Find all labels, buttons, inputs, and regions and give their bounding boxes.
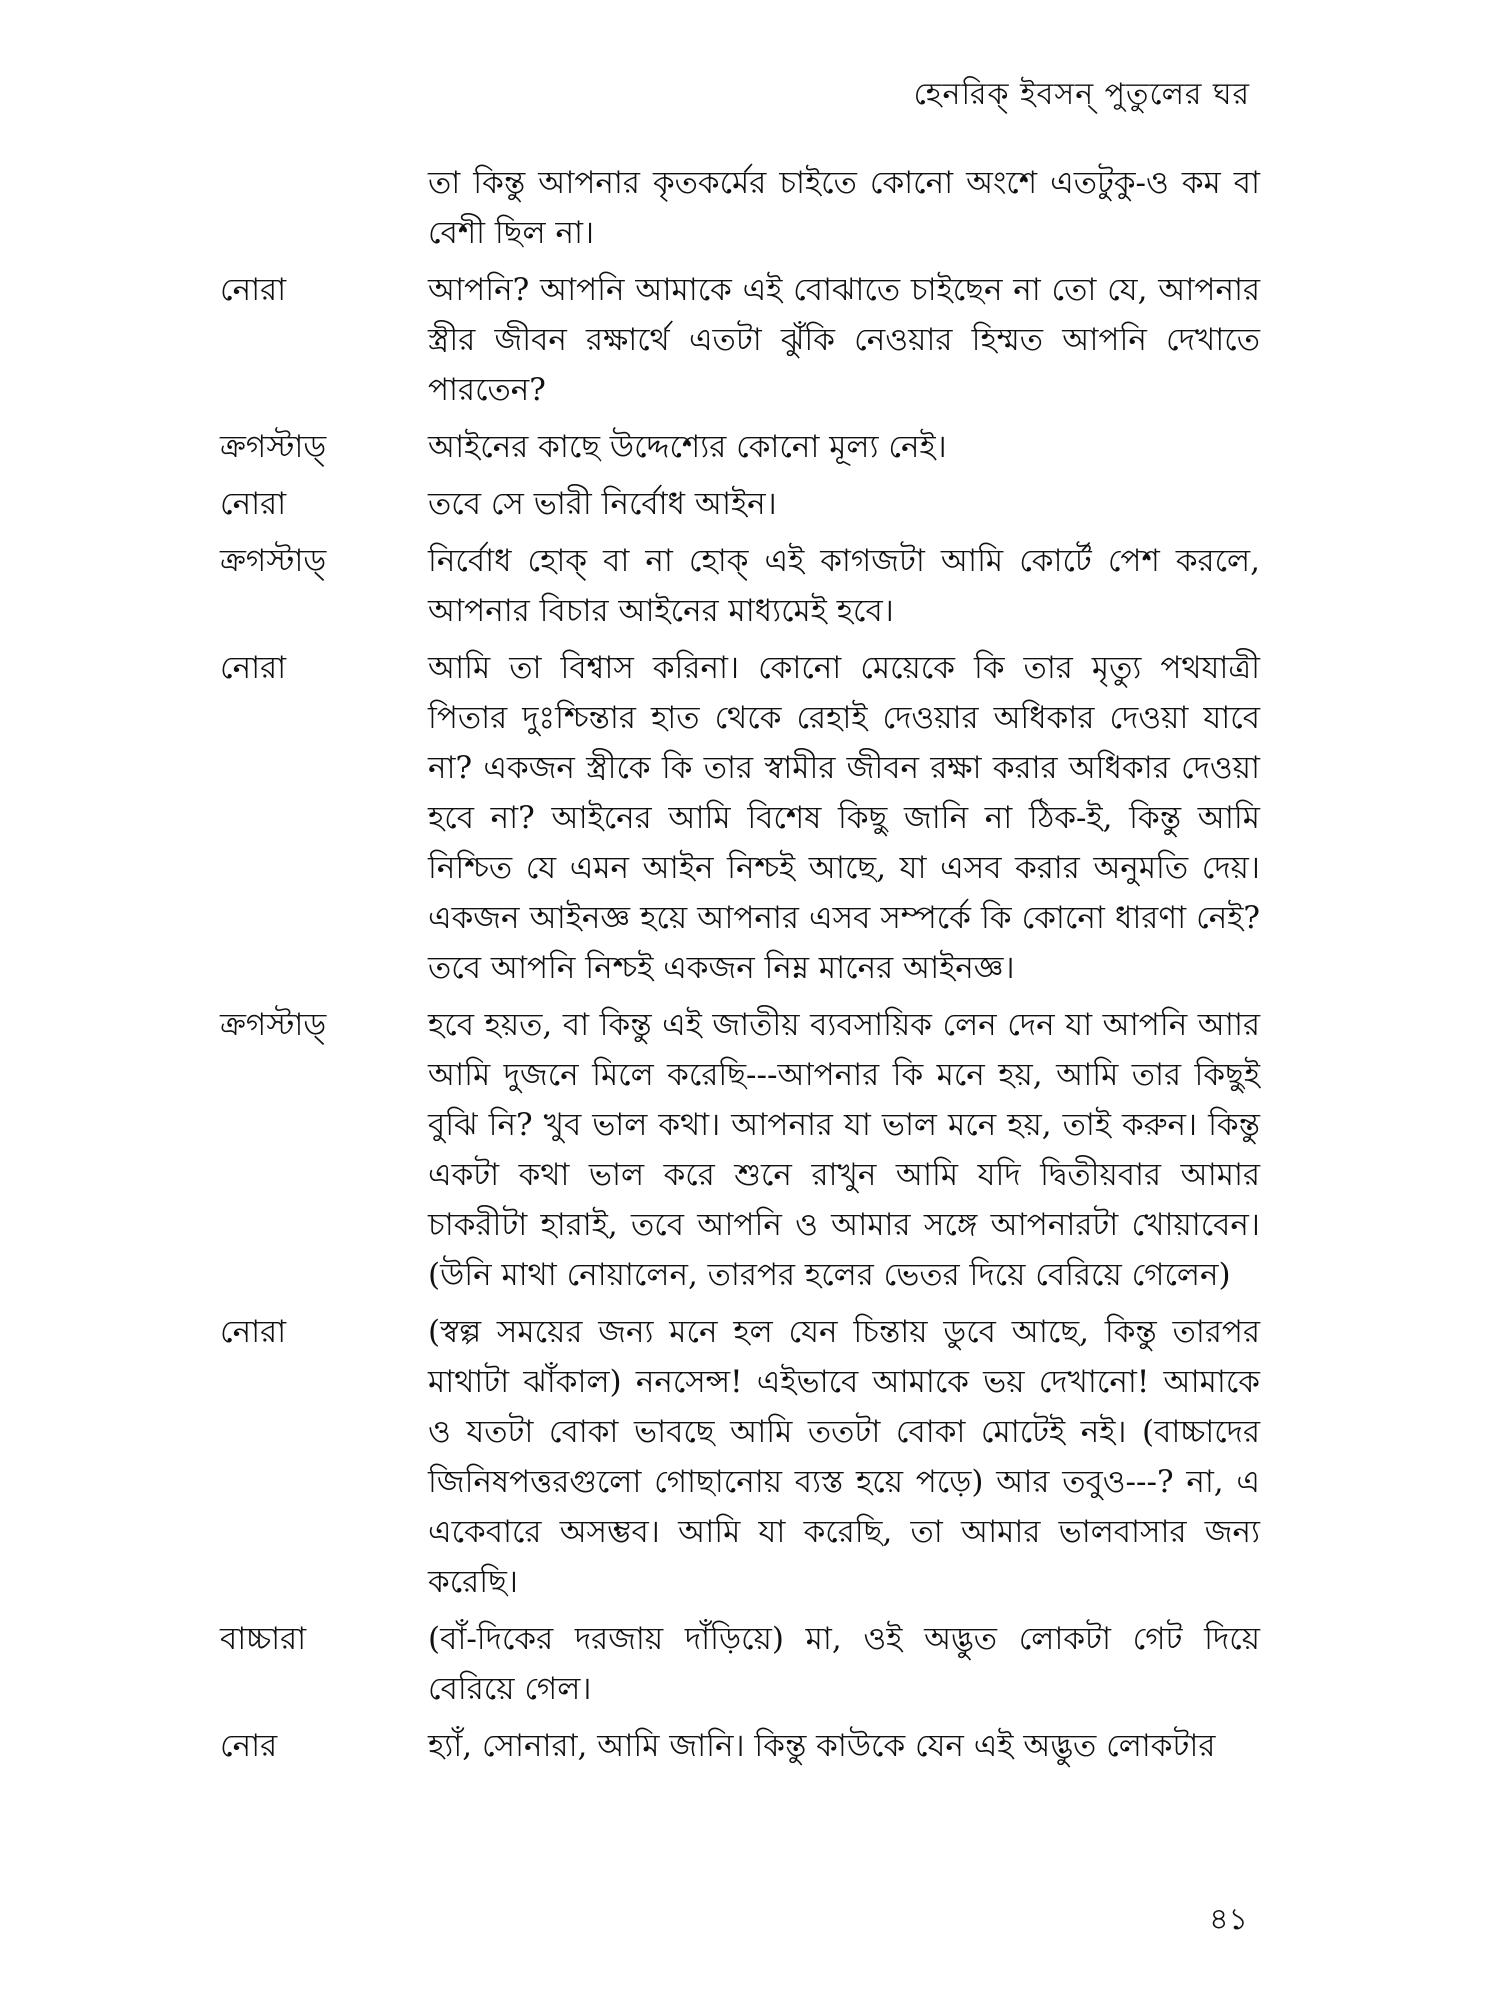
speaker-name: নোরা xyxy=(220,272,287,308)
speech-text: হ্যাঁ, সোনারা, আমি জানি। কিন্তু কাউকে যেন এই অদ্ভুত লোকটার xyxy=(428,1728,1216,1764)
speaker-name: ক্রগস্টাড্ xyxy=(220,543,327,579)
speaker-name: নোর xyxy=(220,1728,278,1764)
speech-text: আপনি? আপনি আমাকে এই বোঝাতে চাইছেন না তো যে, আপনার স্ত্রীর জীবন রক্ষার্থে এতটা ঝুঁকি নেওয়ার হিম্মত আপনি দেখাতে পারতেন? xyxy=(428,272,1260,408)
dialogue-entry xyxy=(220,265,1260,415)
dialogue-entry xyxy=(220,1307,1260,1607)
speech-text: আমি তা বিশ্বাস করিনা। কোনো মেয়েকে কি তার মৃত্যু পথযাত্রী পিতার দুঃশ্চিন্তার হাত থেকে রেহাই দেওয়ার অধিকার দেওয়া যাবে না? একজন স্ত্রীকে কি তার স্বামীর জীবন রক্ষা করার অধিকার দেওয়া হবে না? আইনের আমি বিশেষ কিছু জানি না ঠিক-ই, কিন্তু আমি নিশ্চিত যে এমন আইন নিশ্চই আছে, যা এসব করার অনুমতি দেয়। একজন আইনজ্ঞ হয়ে আপনার এসব সম্পর্কে কি কোনো ধারণা নেই? তবে আপনি নিশ্চই একজন নিম্ন মানের আইনজ্ঞ। xyxy=(428,650,1260,986)
speaker-name: বাচ্চারা xyxy=(220,1621,307,1657)
dialogue-entry xyxy=(220,643,1260,993)
dialogue-entry xyxy=(220,1721,1260,1771)
speech-text: নির্বোধ হোক্ বা না হোক্ এই কাগজটা আমি কোর্টে পেশ করলে, আপনার বিচার আইনের মাধ্যমেই হবে। xyxy=(428,543,1260,629)
dialogue-entry xyxy=(220,422,1260,472)
dialogue-entry xyxy=(220,158,1260,258)
speech-text: হবে হয়ত, বা কিন্তু এই জাতীয় ব্যবসায়িক লেন দেন যা আপনি আার আমি দুজনে মিলে করেছি---আপনার কি মনে হয়, আমি তার কিছুই বুঝি নি? খুব ভাল কথা। আপনার যা ভাল মনে হয়, তাই করুন। কিন্তু একটা কথা ভাল করে শুনে রাখুন আমি যদি দ্বিতীয়বার আমার চাকরীটা হারাই, তবে আপনি ও আমার সঙ্গে আপনারটা খোয়াবেন। (উনি মাথা নোয়ালেন, তারপর হলের ভেতর দিয়ে বেরিয়ে গেলেন) xyxy=(428,1007,1260,1293)
speaker-name: নোরা xyxy=(220,1314,287,1350)
speech-text: তা কিন্তু আপনার কৃতকর্মের চাইতে কোনো অংশে এতটুকু-ও কম বা বেশী ছিল না। xyxy=(428,165,1260,251)
dialogue-entry xyxy=(220,1614,1260,1714)
running-header: হেনরিক্ ইবসন্ পুতুলের ঘর xyxy=(913,77,1250,112)
speaker-name: নোরা xyxy=(220,650,287,686)
speech-text: (বাঁ-দিকের দরজায় দাঁড়িয়ে) মা, ওই অদ্ভুত লোকটা গেট দিয়ে বেরিয়ে গেল। xyxy=(428,1621,1260,1707)
dialogue-body xyxy=(220,158,1260,1778)
speech-text: (স্বল্প সময়ের জন্য মনে হল যেন চিন্তায় ডুবে আছে, কিন্তু তারপর মাথাটা ঝাঁকাল) ননসেন্স! এইভাবে আমাকে ভয় দেখানো! আমাকে ও যতটা বোকা ভাবছে আমি ততটা বোকা মোটেই নই। (বাচ্চাদের জিনিষপত্তরগুলো গোছানোয় ব্যস্ত হয়ে পড়ে) আর তবুও---? না, এ একেবারে অসম্ভব। আমি যা করেছি, তা আমার ভালবাসার জন্য করেছি। xyxy=(428,1314,1260,1600)
speech-text: তবে সে ভারী নির্বোধ আইন। xyxy=(428,486,777,522)
dialogue-entry xyxy=(220,536,1260,636)
speaker-name: ক্রগস্টাড্ xyxy=(220,1007,327,1043)
dialogue-entry xyxy=(220,1000,1260,1300)
speaker-name xyxy=(220,158,428,258)
page-number: ৪১ xyxy=(1209,1902,1248,1937)
speaker-name: নোরা xyxy=(220,486,287,522)
speaker-name: ক্রগস্টাড্ xyxy=(220,429,327,465)
dialogue-entry xyxy=(220,479,1260,529)
speech-text: আইনের কাছে উদ্দেশ্যের কোনো মূল্য নেই। xyxy=(428,429,947,465)
